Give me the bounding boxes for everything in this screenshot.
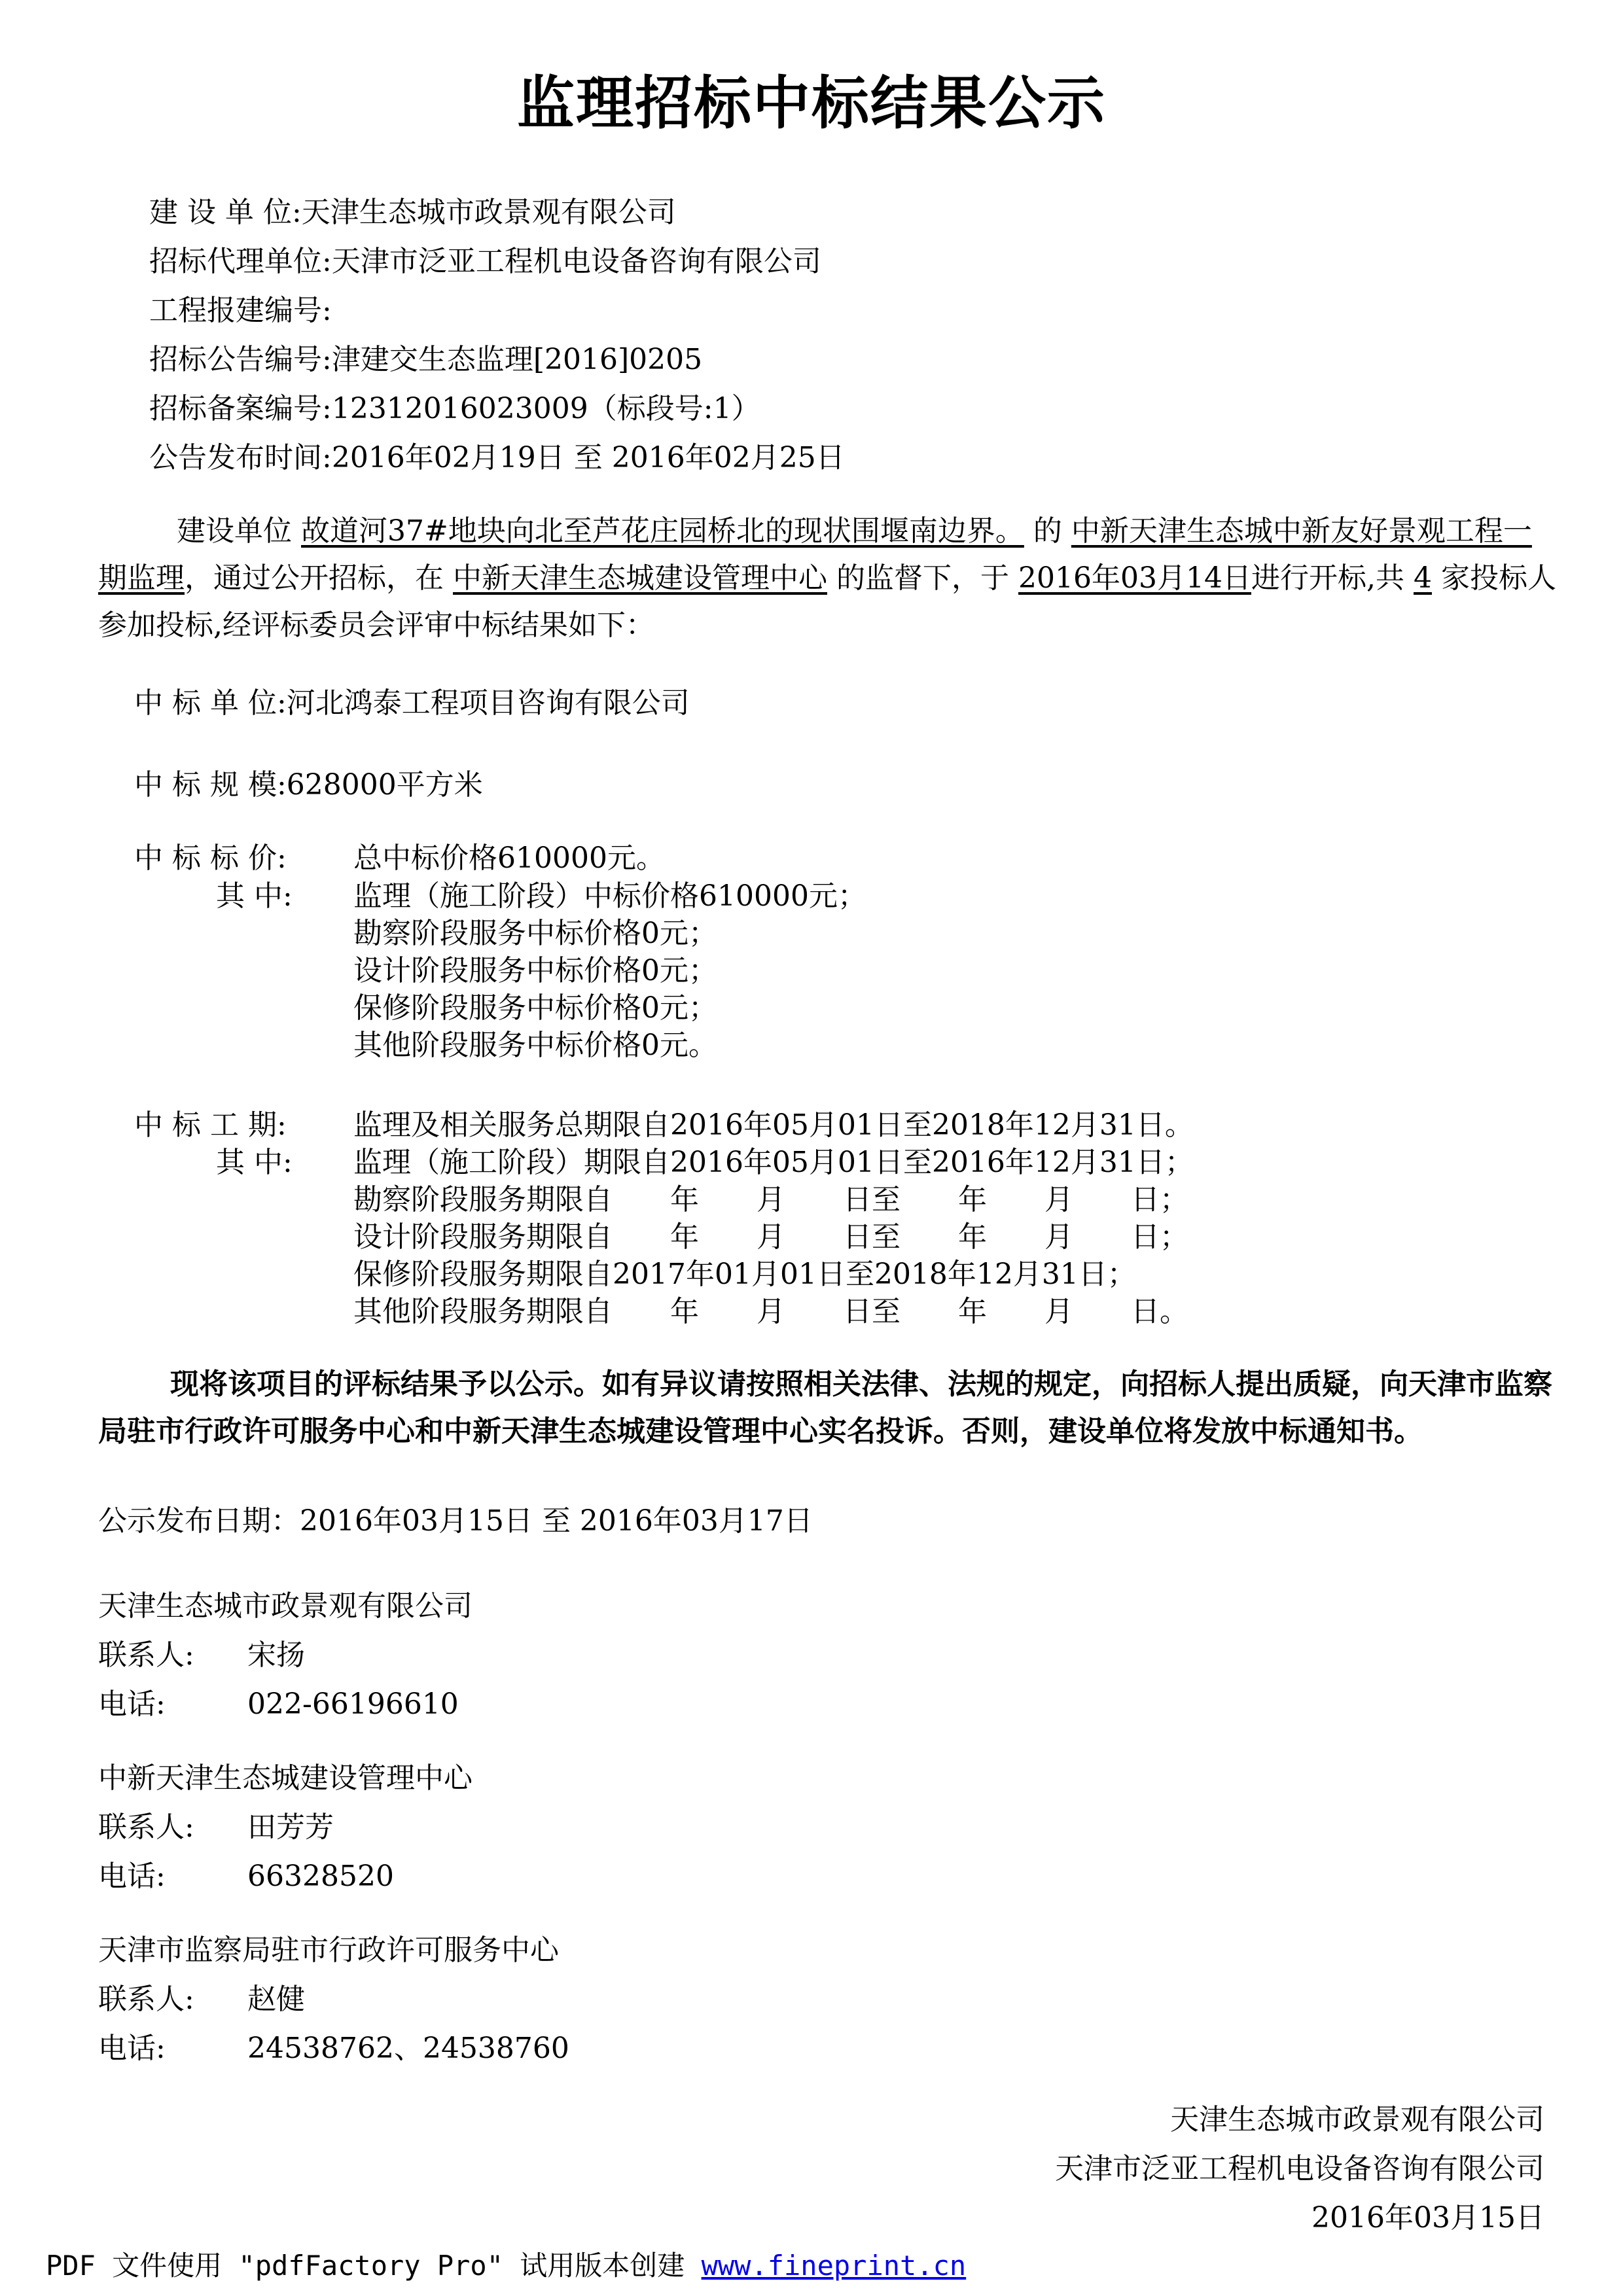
winner-label: 中 标 单 位: <box>134 686 287 720</box>
period-sub-label: 其 中: <box>216 1146 293 1179</box>
signature-agent: 天津市泛亚工程机电设备咨询有限公司 <box>1055 2152 1544 2185</box>
opening-date: 2016年03月14日 <box>1018 561 1251 595</box>
contact-phone-label: 电话: <box>98 1687 166 1721</box>
signature-date: 2016年03月15日 <box>1311 2201 1544 2234</box>
intro-paragraph <box>98 508 1558 649</box>
contact-org: 天津市监察局驻市行政许可服务中心 <box>98 1934 559 1967</box>
price-value: 总中标价格610000元。 <box>353 841 665 875</box>
intro-text: 建设单位 <box>177 514 292 548</box>
period-item: 设计阶段服务期限自 年 月 日至 年 月 日； <box>353 1220 1188 1254</box>
contact-phone: 022-66196610 <box>247 1687 459 1721</box>
field-label: 招标代理单位: <box>149 245 332 278</box>
intro-text: 进行开标,共 <box>1251 561 1404 595</box>
contact-phone: 66328520 <box>247 1860 394 1893</box>
period-label: 中 标 工 期: <box>134 1108 287 1142</box>
period-value: 监理及相关服务总期限自2016年05月01日至2018年12月31日。 <box>353 1108 1194 1142</box>
field-value: 天津生态城市政景观有限公司 <box>301 196 676 229</box>
contact-person-label: 联系人: <box>98 1983 194 2016</box>
bidder-count: 4 <box>1413 561 1432 595</box>
contact-phone-label: 电话: <box>98 2032 166 2065</box>
publish-date: 公示发布日期：2016年03月15日 至 2016年03月17日 <box>98 1504 813 1538</box>
field-value: 2016年02月19日 至 2016年02月25日 <box>331 441 845 474</box>
scale-row <box>134 766 483 805</box>
header-field-agent <box>149 242 821 281</box>
contact-org: 天津生态城市政景观有限公司 <box>98 1589 473 1623</box>
scale-label: 中 标 规 模: <box>134 768 287 802</box>
header-field-builder <box>149 193 676 232</box>
footer-link[interactable]: www.fineprint.cn <box>701 2250 967 2282</box>
period-item: 其他阶段服务期限自 年 月 日至 年 月 日。 <box>353 1295 1188 1328</box>
price-item: 监理（施工阶段）中标价格610000元； <box>353 879 866 913</box>
intro-text: 家投标人参加投标,经评标委员会评审中标结果如下： <box>98 561 1556 642</box>
contact-person-label: 联系人: <box>98 1638 194 1672</box>
field-value: 津建交生态监理[2016]0205 <box>331 343 703 376</box>
project-name: 中新天津生态城中新友好景观工程一期监理 <box>98 514 1532 595</box>
field-label: 公告发布时间: <box>149 441 332 474</box>
price-sub-label: 其 中: <box>216 879 293 913</box>
price-label: 中 标 标 价: <box>134 841 287 875</box>
price-item: 勘察阶段服务中标价格0元； <box>353 917 717 950</box>
contact-phone-label: 电话: <box>98 1860 166 1893</box>
winner-value: 河北鸿泰工程项目咨询有限公司 <box>286 686 690 720</box>
field-label: 招标备案编号: <box>149 392 332 425</box>
price-item: 设计阶段服务中标价格0元； <box>353 954 717 987</box>
winner-row <box>134 684 690 723</box>
field-label: 招标公告编号: <box>149 343 332 376</box>
page-title: 监理招标中标结果公示 <box>516 69 1106 137</box>
contact-org: 中新天津生态城建设管理中心 <box>98 1761 473 1795</box>
period-item: 保修阶段服务期限自2017年01月01日至2018年12月31日； <box>353 1258 1136 1291</box>
period-item: 监理（施工阶段）期限自2016年05月01日至2016年12月31日； <box>353 1146 1194 1179</box>
supervisor-name: 中新天津生态城建设管理中心 <box>453 561 827 595</box>
signature-builder: 天津生态城市政景观有限公司 <box>1170 2103 1544 2136</box>
contact-person: 田芳芳 <box>247 1810 334 1844</box>
price-item: 其他阶段服务中标价格0元。 <box>353 1029 717 1062</box>
intro-text: ，通过公开招标，在 <box>185 561 444 595</box>
contact-person: 宋扬 <box>247 1638 305 1672</box>
field-label: 工程报建编号: <box>149 294 332 327</box>
field-label: 建 设 单 位: <box>149 196 302 229</box>
scale-value: 628000平方米 <box>286 768 483 802</box>
contact-person-label: 联系人: <box>98 1810 194 1844</box>
header-field-project-number <box>149 291 332 330</box>
header-field-filing-number <box>149 389 760 429</box>
pdf-footer <box>46 2244 966 2284</box>
field-value: 天津市泛亚工程机电设备咨询有限公司 <box>331 245 821 278</box>
intro-text: 的 <box>1033 514 1062 548</box>
price-item: 保修阶段服务中标价格0元； <box>353 991 717 1025</box>
objection-notice: 现将该项目的评标结果予以公示。如有异议请按照相关法律、法规的规定，向招标人提出质疑，向天津市监察局驻市行政许可服务中心和中新天津生态城建设管理中心实名投诉。否则，建设单位将发放中标通知书。 <box>98 1368 1552 1448</box>
header-field-announcement-number <box>149 340 702 380</box>
header-field-publish-time <box>149 438 845 478</box>
contact-person: 赵健 <box>247 1983 305 2016</box>
project-location: 故道河37#地块向北至芦花庄园桥北的现状围堰南边界。 <box>301 514 1024 548</box>
contact-phone: 24538762、24538760 <box>247 2032 569 2065</box>
intro-text: 的监督下，于 <box>836 561 1009 595</box>
period-item: 勘察阶段服务期限自 年 月 日至 年 月 日； <box>353 1183 1188 1216</box>
footer-text: PDF 文件使用 "pdfFactory Pro" 试用版本创建 <box>46 2250 702 2282</box>
field-value: 12312016023009（标段号:1） <box>331 392 760 425</box>
